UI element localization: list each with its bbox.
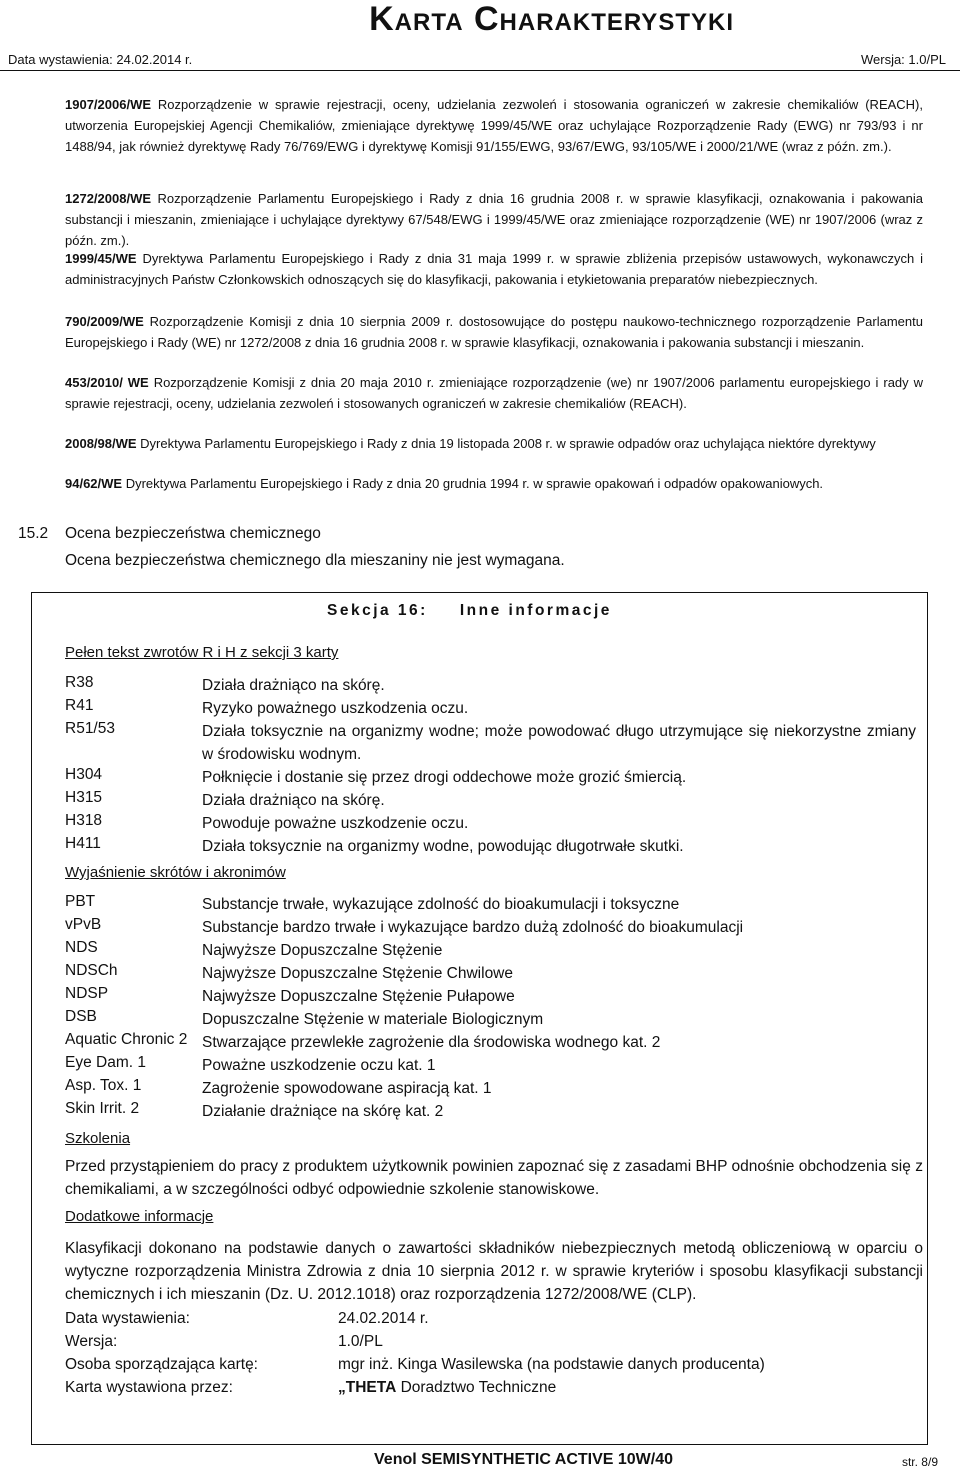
phrase-text: Połknięcie i dostanie się przez drogi oddechowe może grozić śmiercią. [202, 769, 687, 786]
meta-author-value: mgr inż. Kinga Wasilewska (na podstawie danych producenta) [338, 1356, 765, 1373]
regulation-text: Dyrektywa Parlamentu Europejskiego i Rady z dnia 19 listopada 2008 r. w sprawie odpadów oraz uchylająca niektóre dyrektywy [136, 436, 876, 451]
phrase-text: Działa toksycznie na organizmy wodne, powodując długotrwałe skutki. [202, 838, 684, 855]
regulation-item [65, 373, 923, 415]
abbr-code: Skin Irrit. 2 [65, 1100, 140, 1117]
regulation-text: Rozporządzenie Komisji z dnia 20 maja 2010 r. zmieniające rozporządzenie (we) nr 1907/2006 parlamentu europejskiego i rady w sprawie rejestracji, oceny, udzielania zezwoleń i stosowanych ograniczeń w zakresie chemikaliów (REACH). [65, 375, 923, 411]
regulation-text: Dyrektywa Parlamentu Europejskiego i Rady z dnia 20 grudnia 1994 r. w sprawie opakowań i odpadów opakowaniowych. [122, 476, 824, 491]
section-16-title: Inne informacje [459, 602, 612, 619]
phrase-text: Ryzyko poważnego uszkodzenia oczu. [202, 700, 469, 717]
section-16-label: Sekcja 16: [327, 602, 428, 619]
meta-date-label: Data wystawienia: [65, 1310, 190, 1327]
abbr-code: NDSP [65, 985, 109, 1002]
abbr-code: Aquatic Chronic 2 [65, 1031, 188, 1048]
abbr-code: DSB [65, 1008, 97, 1025]
regulation-item [65, 312, 923, 354]
footer-product: Venol SEMISYNTHETIC ACTIVE 10W/40 [374, 1451, 674, 1468]
abbr-code: Asp. Tox. 1 [65, 1077, 142, 1094]
abbr-text: Substancje trwałe, wykazujące zdolność do bioakumulacji i toksyczne [202, 896, 680, 913]
section-number: 15.2 [18, 525, 49, 542]
phrase-text: Działa drażniąco na skórę. [202, 677, 385, 694]
regulation-text: Rozporządzenie Parlamentu Europejskiego i Rady z dnia 16 grudnia 2008 r. w sprawie klasyfikacji, oznakowania i pakowania substancji i mieszanin, zmieniające i uchylające dyrektywy 67/548/EWG i 1999/45/WE oraz zmieniające rozporządzenie (WE) nr 1907/2006 (wraz z późn. zm.). [65, 191, 923, 248]
abbr-text: Zagrożenie spowodowane aspiracją kat. 1 [202, 1080, 492, 1097]
issue-date: Data wystawienia: 24.02.2014 r. [8, 52, 193, 67]
training-heading: Szkolenia [65, 1130, 131, 1147]
section-box-top [31, 592, 928, 593]
phrase-code: H304 [65, 766, 103, 783]
training-text: Przed przystąpieniem do pracy z produktem użytkownik powinien zapoznać się z zasadami BHP odnośnie obchodzenia się z chemikaliami, a w szczególności odbyć odpowiednie szkolenie stanowiskowe. [65, 1158, 923, 1198]
section-box-bottom [31, 1444, 928, 1445]
issuer-rest: Doradztwo Techniczne [396, 1379, 557, 1396]
abbr-code: vPvB [65, 916, 102, 933]
regulation-text: Rozporządzenie Komisji z dnia 10 sierpnia 2009 r. dostosowujące do postępu naukowo-technicznego rozporządzenie Parlamentu Europejskiego i Rady (WE) nr 1272/2008 z dnia 16 grudnia 2008 r. w sprawie klasyfikacji, oznakowania i pakowania substancji i mieszanin. [65, 314, 923, 350]
header-divider [0, 70, 960, 71]
regulation-code: 94/62/WE [65, 476, 123, 491]
section-box-right [927, 592, 928, 1444]
regulation-code: 1907/2006/WE [65, 97, 152, 112]
regulation-item [65, 434, 923, 455]
meta-version-label: Wersja: [65, 1333, 118, 1350]
abbr-code: PBT [65, 893, 96, 910]
regulation-text: Dyrektywa Parlamentu Europejskiego i Rady z dnia 31 maja 1999 r. w sprawie zbliżenia przepisów ustawowych, wykonawczych i administracyjnych Państw Członkowskich odnoszących się do klasyfikacji, pakowania i etykietowania preparatów niebezpiecznych. [65, 251, 923, 287]
abbr-code: NDSCh [65, 962, 118, 979]
regulation-code: 790/2009/WE [65, 314, 144, 329]
phrase-text: Działa drażniąco na skórę. [202, 792, 385, 809]
phrase-code: H315 [65, 789, 103, 806]
phrase-code: R51/53 [65, 720, 115, 737]
footer-page-number: str. 8/9 [901, 1455, 938, 1469]
abbr-text: Działanie drażniące na skórę kat. 2 [202, 1103, 444, 1120]
section-box-left [31, 592, 32, 1444]
phrase-code: H411 [65, 835, 101, 852]
version: Wersja: 1.0/PL [860, 52, 946, 67]
section-text: Ocena bezpieczeństwa chemicznego dla mieszaniny nie jest wymagana. [65, 552, 565, 569]
abbr-text: Najwyższe Dopuszczalne Stężenie Chwilowe [202, 965, 513, 982]
meta-author-label: Osoba sporządzająca kartę: [65, 1356, 258, 1373]
document-title: Karta Charakterystyki [369, 0, 734, 38]
additional-heading: Dodatkowe informacje [65, 1208, 214, 1225]
phrase-code: R38 [65, 674, 94, 691]
phrase-code: H318 [65, 812, 103, 829]
abbr-code: NDS [65, 939, 98, 956]
phrase-text: Powoduje poważne uszkodzenie oczu. [202, 815, 469, 832]
meta-date-value: 24.02.2014 r. [338, 1310, 429, 1327]
regulation-item [65, 249, 923, 291]
abbr-text: Stwarzające przewlekłe zagrożenie dla środowiska wodnego kat. 2 [202, 1034, 661, 1051]
regulation-code: 1272/2008/WE [65, 191, 152, 206]
abbr-text: Poważne uszkodzenie oczu kat. 1 [202, 1057, 436, 1074]
abbr-code: Eye Dam. 1 [65, 1054, 146, 1071]
abbr-text: Dopuszczalne Stężenie w materiale Biologicznym [202, 1011, 544, 1028]
meta-issuer-label: Karta wystawiona przez: [65, 1379, 233, 1396]
meta-issuer-value [338, 1379, 556, 1397]
abbr-text: Najwyższe Dopuszczalne Stężenie Pułapowe [202, 988, 515, 1005]
regulation-item [65, 95, 923, 157]
regulation-code: 1999/45/WE [65, 251, 137, 266]
section-16-heading [327, 602, 612, 620]
abbr-text: Substancje bardzo trwałe i wykazujące bardzo dużą zdolność do bioakumulacji [202, 919, 744, 936]
regulation-text: Rozporządzenie w sprawie rejestracji, oceny, udzielania zezwoleń i stosowania ograniczeń w zakresie chemikaliów (REACH), utworzenia Europejskiej Agencji Chemikaliów, zmieniające dyrektywę 1999/45/WE oraz uchylające Rozporządzenie Rady (EWG) nr 793/93 i nr 1488/94, jak również dyrektywę Rady 76/769/EWG i dyrektywę Komisji 91/155/EWG, 93/67/EWG, 93/105/WE i 2000/21/WE (wraz z późn. zm.). [65, 97, 923, 154]
abbr-heading: Wyjaśnienie skrótów i akronimów [65, 864, 286, 881]
phrase-code: R41 [65, 697, 94, 714]
regulation-item [65, 474, 923, 495]
phrases-heading: Pełen tekst zwrotów R i H z sekcji 3 karty [65, 644, 339, 661]
regulation-item [65, 189, 923, 251]
additional-text: Klasyfikacji dokonano na podstawie danych o zawartości składników niebezpiecznych metodą obliczeniową w oparciu o wytyczne rozporządzenia Ministra Zdrowia z dnia 10 sierpnia 2012 r. w sprawie kryteriów i sposobu klasyfikacji substancji chemicznych i ich mieszanin (Dz. U. 2012.1018) oraz rozporządzenia 1272/2008/WE (CLP). [65, 1240, 923, 1303]
issuer-name: „THETA [338, 1379, 397, 1396]
phrase-text: Działa toksycznie na organizmy wodne; może powodować długo utrzymujące się niekorzystne zmiany w środowisku wodnym. [202, 723, 916, 763]
meta-version-value: 1.0/PL [338, 1333, 383, 1350]
section-title: Ocena bezpieczeństwa chemicznego [65, 525, 321, 542]
abbr-text: Najwyższe Dopuszczalne Stężenie [202, 942, 443, 959]
regulation-code: 453/2010/ WE [65, 375, 149, 390]
regulation-code: 2008/98/WE [65, 436, 137, 451]
